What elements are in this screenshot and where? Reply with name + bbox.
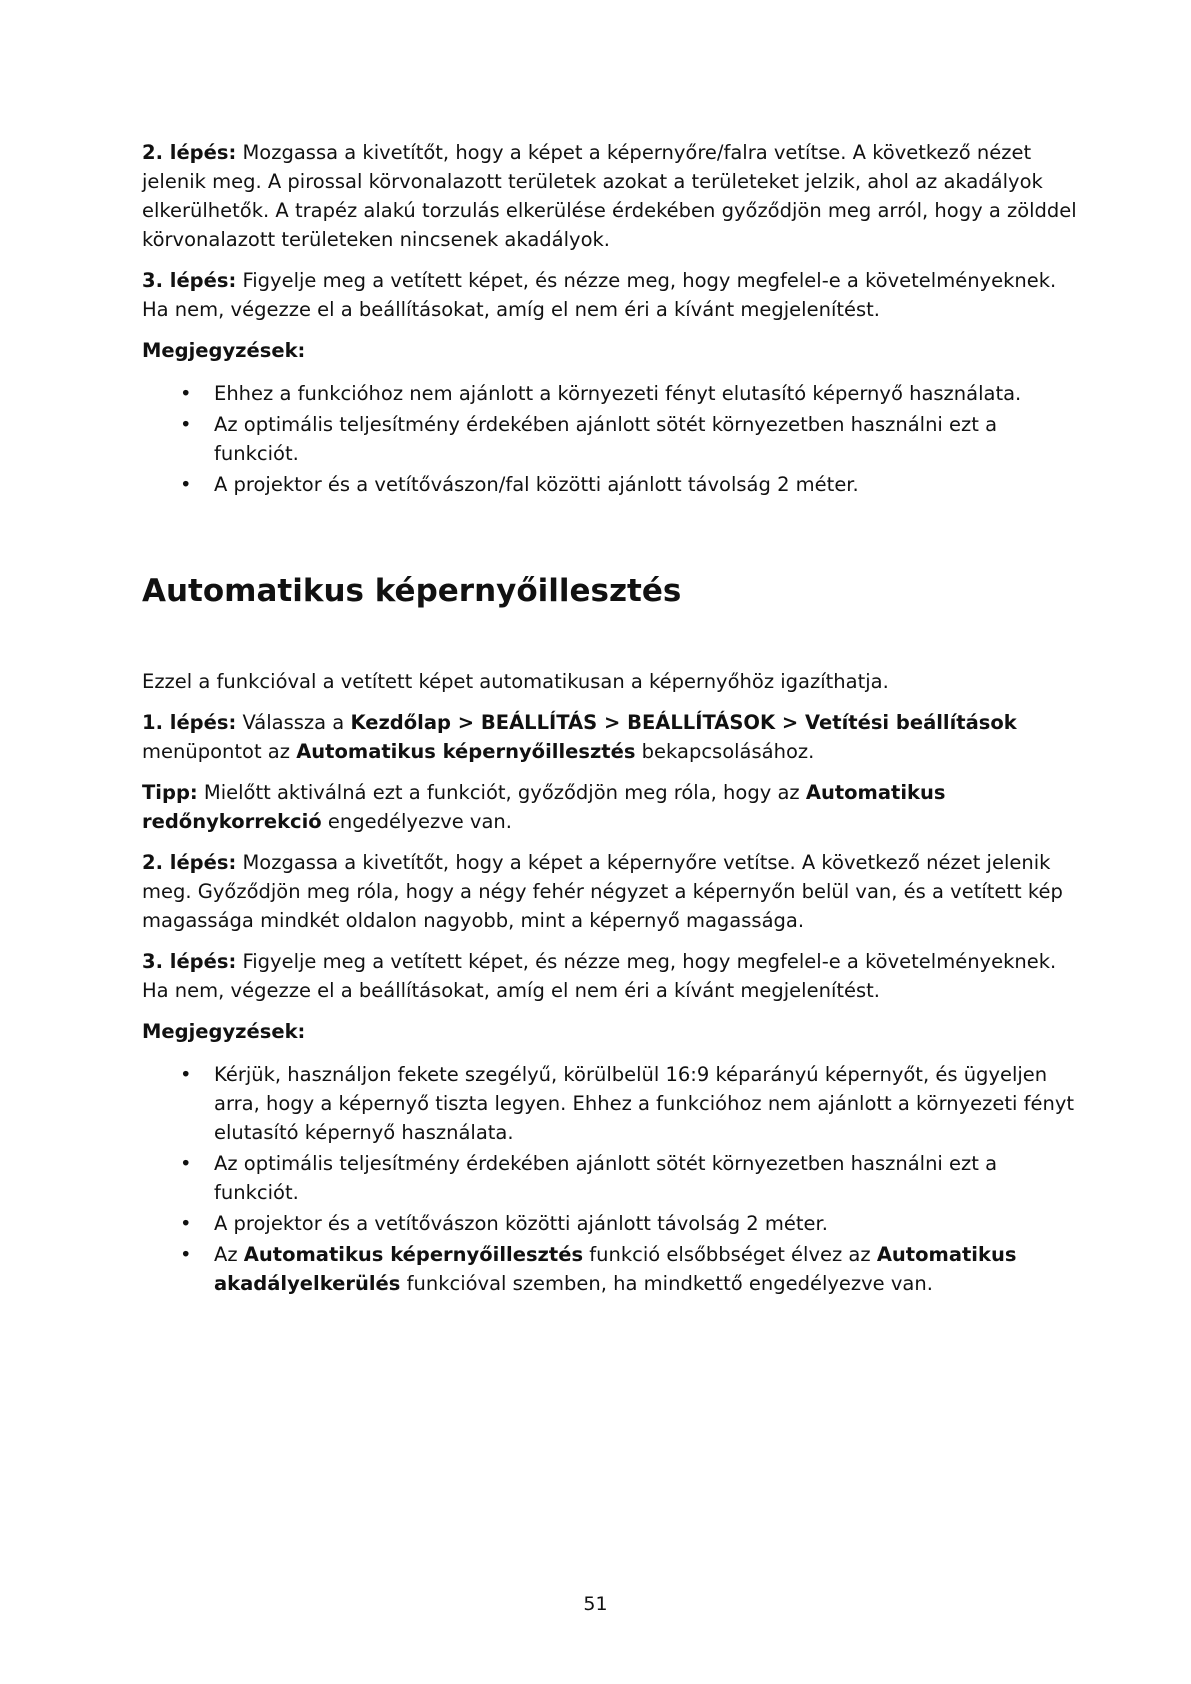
menu-path: Kezdőlap > BEÁLLÍTÁS > BEÁLLÍTÁSOK > Vetítési beállítások bbox=[350, 711, 1017, 734]
note-text: funkció elsőbbséget élvez az bbox=[583, 1243, 877, 1266]
s1-notes-label bbox=[142, 336, 1082, 365]
s1-notes-list bbox=[142, 379, 1082, 499]
bullet-icon: • bbox=[180, 1243, 192, 1266]
s2-notes-list bbox=[142, 1060, 1082, 1298]
s2-step1-text: menüpontot az bbox=[142, 740, 297, 763]
note-text: Az bbox=[214, 1243, 244, 1266]
page-content bbox=[142, 138, 1082, 1300]
feature-name: Automatikus akadályelkerülés bbox=[214, 1243, 1017, 1295]
section-heading: Automatikus képernyőillesztés bbox=[142, 573, 682, 609]
note-text: Az optimális teljesítmény érdekében ajánlott sötét környezetben használni ezt a funkciót. bbox=[214, 413, 998, 465]
note-text: Ehhez a funkcióhoz nem ajánlott a környezeti fényt elutasító képernyő használata. bbox=[214, 382, 1022, 405]
s2-step1-text: bekapcsolásához. bbox=[635, 740, 815, 763]
s1-step2-text: Mozgassa a kivetítőt, hogy a képet a képernyőre/falra vetítse. A következő nézet jelenik meg. A pirossal körvonalazott területek azokat a területeket jelzik, ahol az akadályok elkerülhetők. A trapéz alakú torzulás elkerülése érdekében győződjön meg arról, hogy a zölddel körvonalazott területeken nincsenek akadályok. bbox=[142, 141, 1077, 251]
note-text: funkcióval szemben, ha mindkettő engedélyezve van. bbox=[400, 1272, 933, 1295]
list-item bbox=[142, 410, 1082, 468]
spacer bbox=[142, 611, 1082, 667]
s2-step1-paragraph bbox=[142, 708, 1082, 766]
s2-notes-label-text: Megjegyzések: bbox=[142, 1020, 306, 1043]
list-item bbox=[142, 1149, 1082, 1207]
s2-intro: Ezzel a funkcióval a vetített képet automatikusan a képernyőhöz igazíthatja. bbox=[142, 670, 889, 693]
note-text: Az optimális teljesítmény érdekében ajánlott sötét környezetben használni ezt a funkciót. bbox=[214, 1152, 998, 1204]
s1-step2-paragraph bbox=[142, 138, 1082, 254]
note-text: A projektor és a vetítővászon/fal közötti ajánlott távolság 2 méter. bbox=[214, 473, 859, 496]
bullet-icon: • bbox=[180, 473, 192, 496]
list-item bbox=[142, 1240, 1082, 1298]
s2-step1-label: 1. lépés: bbox=[142, 711, 237, 734]
s1-step3-paragraph bbox=[142, 266, 1082, 324]
s2-tip-paragraph bbox=[142, 778, 1082, 836]
bullet-icon: • bbox=[180, 1152, 192, 1175]
list-item bbox=[142, 1209, 1082, 1238]
s2-step2-label: 2. lépés: bbox=[142, 851, 237, 874]
s1-step3-label: 3. lépés: bbox=[142, 269, 237, 292]
tip-label: Tipp: bbox=[142, 781, 198, 804]
bullet-icon: • bbox=[180, 413, 192, 436]
s2-step2-text: Mozgassa a kivetítőt, hogy a képet a képernyőre vetítse. A következő nézet jelenik meg. Győződjön meg róla, hogy a négy fehér négyzet a képernyőn belül van, és a vetített kép magassága mindkét oldalon nagyobb, mint a képernyő magassága. bbox=[142, 851, 1063, 932]
bullet-icon: • bbox=[180, 1063, 192, 1086]
feature-name: Automatikus redőnykorrekció bbox=[142, 781, 946, 833]
s2-step3-text: Figyelje meg a vetített képet, és nézze meg, hogy megfelel-e a követelményeknek. Ha nem, végezze el a beállításokat, amíg el nem éri a kívánt megjelenítést. bbox=[142, 950, 1057, 1002]
s2-step2-paragraph bbox=[142, 848, 1082, 935]
list-item bbox=[142, 470, 1082, 499]
note-text: A projektor és a vetítővászon közötti ajánlott távolság 2 méter. bbox=[214, 1212, 828, 1235]
s2-step3-paragraph bbox=[142, 947, 1082, 1005]
s2-step1-text: Válassza a bbox=[236, 711, 351, 734]
feature-name: Automatikus képernyőillesztés bbox=[243, 1243, 584, 1266]
s1-notes-label-text: Megjegyzések: bbox=[142, 339, 306, 362]
feature-name: Automatikus képernyőillesztés bbox=[296, 740, 636, 763]
s1-step3-text: Figyelje meg a vetített képet, és nézze meg, hogy megfelel-e a követelményeknek. Ha nem, végezze el a beállításokat, amíg el nem éri a kívánt megjelenítést. bbox=[142, 269, 1057, 321]
tip-text: Mielőtt aktiválná ezt a funkciót, győződjön meg róla, hogy az bbox=[197, 781, 806, 804]
s1-step2-label: 2. lépés: bbox=[142, 141, 237, 164]
spacer bbox=[142, 501, 1082, 571]
bullet-icon: • bbox=[180, 382, 192, 405]
note-text: Kérjük, használjon fekete szegélyű, körülbelül 16:9 képarányú képernyőt, és ügyeljen arra, hogy a képernyő tiszta legyen. Ehhez a funkcióhoz nem ajánlott a környezeti fényt elutasító képernyő használata. bbox=[214, 1063, 1075, 1144]
page-number: 51 bbox=[583, 1593, 608, 1615]
s2-notes-label bbox=[142, 1017, 1082, 1046]
list-item bbox=[142, 379, 1082, 408]
bullet-icon: • bbox=[180, 1212, 192, 1235]
list-item bbox=[142, 1060, 1082, 1147]
s2-step3-label: 3. lépés: bbox=[142, 950, 237, 973]
tip-text: engedélyezve van. bbox=[321, 810, 512, 833]
